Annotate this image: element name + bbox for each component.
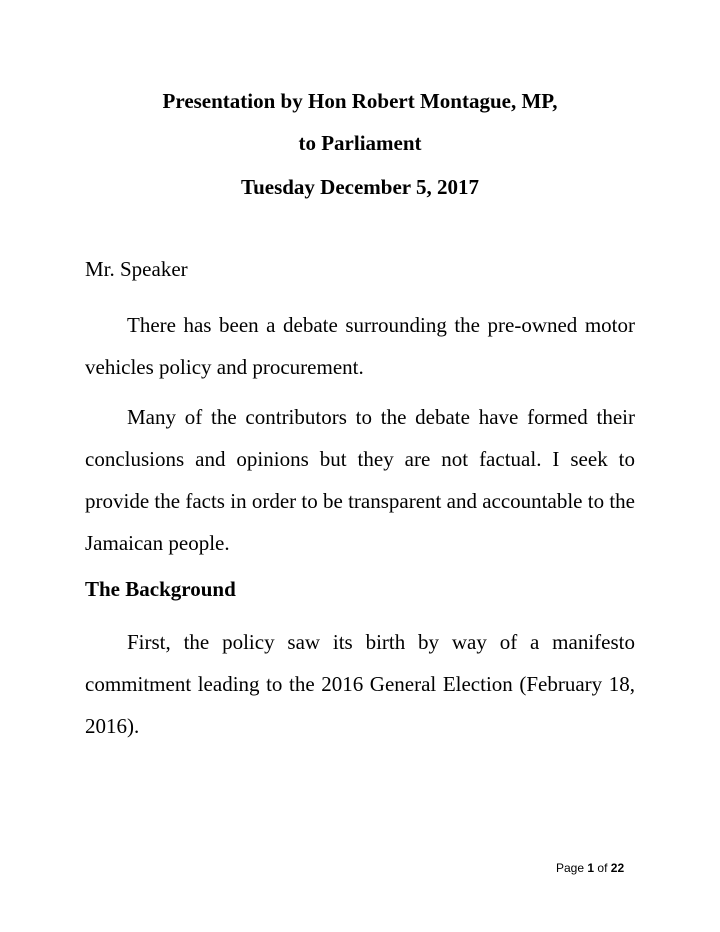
current-page-number: 1: [587, 861, 595, 875]
title-date: Tuesday December 5, 2017: [241, 175, 479, 199]
total-pages: 22: [610, 861, 625, 875]
page-label: Page: [556, 861, 585, 875]
title-line-2: to Parliament: [298, 131, 422, 155]
paragraph-2-block: [85, 396, 635, 564]
title-line-1: Presentation by Hon Robert Montague, MP,: [162, 89, 558, 113]
salutation: Mr. Speaker: [85, 257, 188, 281]
section-paragraph-block: [85, 621, 635, 747]
paragraph: Many of the contributors to the debate have formed their conclusions and opinions but they are not factual. I seek to provide the facts in order to be transparent and accountable to the Jamaican people.: [85, 405, 635, 555]
paragraph-1-block: [85, 304, 635, 388]
of-label: of: [597, 861, 608, 875]
page-number-footer: [556, 861, 624, 875]
paragraph: There has been a debate surrounding the pre-owned motor vehicles policy and procurement.: [85, 313, 635, 379]
section-heading: The Background: [85, 577, 236, 601]
paragraph: First, the policy saw its birth by way of a manifesto commitment leading to the 2016 General Election (February 18, 2016).: [85, 630, 635, 738]
